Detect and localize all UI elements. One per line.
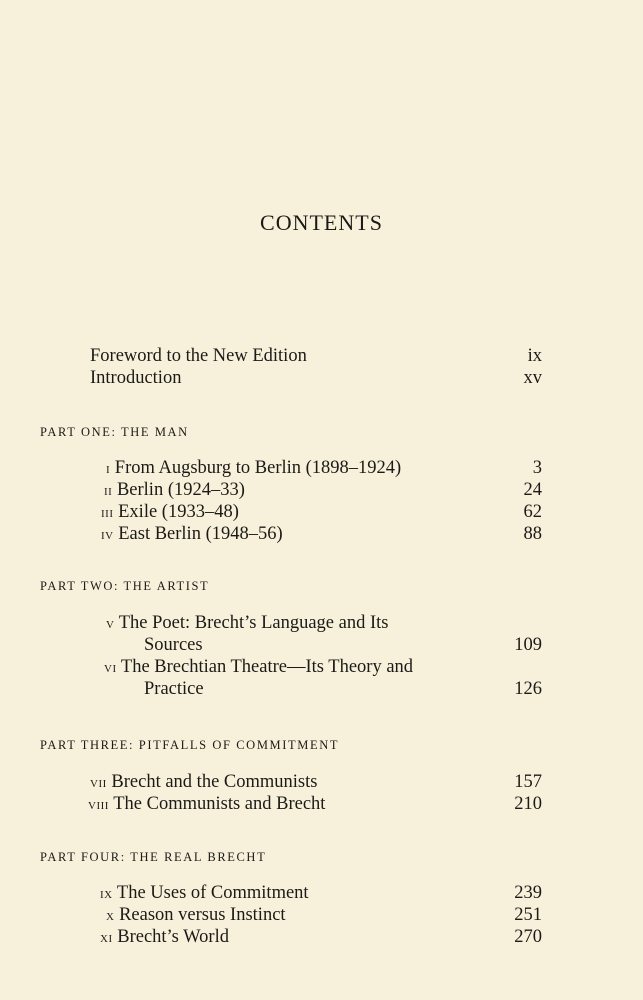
chapter-page: 126 (514, 679, 542, 699)
chapter-row (101, 501, 239, 524)
chapter-title: The Communists and Brecht (113, 794, 326, 814)
chapter-title: Brecht and the Communists (111, 772, 318, 792)
chapter-numeral: v (106, 615, 115, 632)
chapter-title: Reason versus Instinct (119, 905, 286, 925)
part-heading: PART THREE: PITFALLS OF COMMITMENT (40, 738, 340, 752)
chapter-numeral: vi (104, 659, 117, 676)
chapter-numeral: viii (88, 796, 109, 813)
chapter-numeral: x (106, 907, 115, 924)
chapter-title-continued: Sources (144, 635, 203, 655)
chapter-numeral: iv (101, 526, 114, 543)
chapter-title: East Berlin (1948–56) (118, 524, 283, 544)
chapter-title: Berlin (1924–33) (116, 480, 245, 500)
chapter-row (106, 457, 401, 480)
chapter-row (104, 656, 413, 679)
chapter-page: 62 (523, 502, 542, 522)
chapter-numeral: vii (90, 774, 107, 791)
front-matter-page: xv (523, 368, 542, 388)
part-heading: PART TWO: THE ARTIST (40, 579, 210, 593)
chapter-row (106, 904, 286, 927)
chapter-numeral: iii (101, 504, 114, 521)
part-heading: PART ONE: THE MAN (40, 425, 189, 439)
front-matter-page: ix (527, 346, 542, 366)
front-matter-label: Introduction (90, 368, 182, 388)
chapter-row (88, 793, 325, 816)
chapter-title: From Augsburg to Berlin (1898–1924) (114, 458, 402, 478)
chapter-page: 109 (514, 635, 542, 655)
chapter-page: 88 (523, 524, 542, 544)
chapter-title: Exile (1933–48) (118, 502, 239, 522)
chapter-row (104, 479, 245, 502)
chapter-title: The Brechtian Theatre—Its Theory and (120, 657, 414, 677)
chapter-page: 239 (514, 883, 542, 903)
chapter-title: Brecht’s World (117, 927, 229, 947)
front-matter-foreword (90, 345, 307, 367)
chapter-row (100, 882, 309, 905)
page-title: CONTENTS (260, 210, 383, 235)
chapter-row (90, 771, 317, 794)
chapter-numeral: ii (104, 482, 113, 499)
chapter-title-continued: Practice (144, 679, 204, 699)
front-matter-label: Foreword to the New Edition (90, 346, 307, 366)
chapter-title: The Poet: Brecht’s Language and Its (118, 613, 389, 633)
chapter-page: 270 (514, 927, 542, 947)
chapter-page: 24 (523, 480, 542, 500)
chapter-title: The Uses of Commitment (116, 883, 309, 903)
chapter-numeral: xi (100, 929, 113, 946)
chapter-numeral: i (106, 460, 111, 477)
chapter-row (101, 523, 283, 546)
chapter-page: 157 (514, 772, 542, 792)
front-matter-introduction (90, 367, 181, 389)
chapter-page: 251 (514, 905, 542, 925)
chapter-row (106, 612, 388, 635)
chapter-page: 210 (514, 794, 542, 814)
chapter-numeral: ix (100, 885, 113, 902)
part-heading: PART FOUR: THE REAL BRECHT (40, 850, 267, 864)
chapter-page: 3 (532, 458, 542, 478)
chapter-row (100, 926, 229, 949)
